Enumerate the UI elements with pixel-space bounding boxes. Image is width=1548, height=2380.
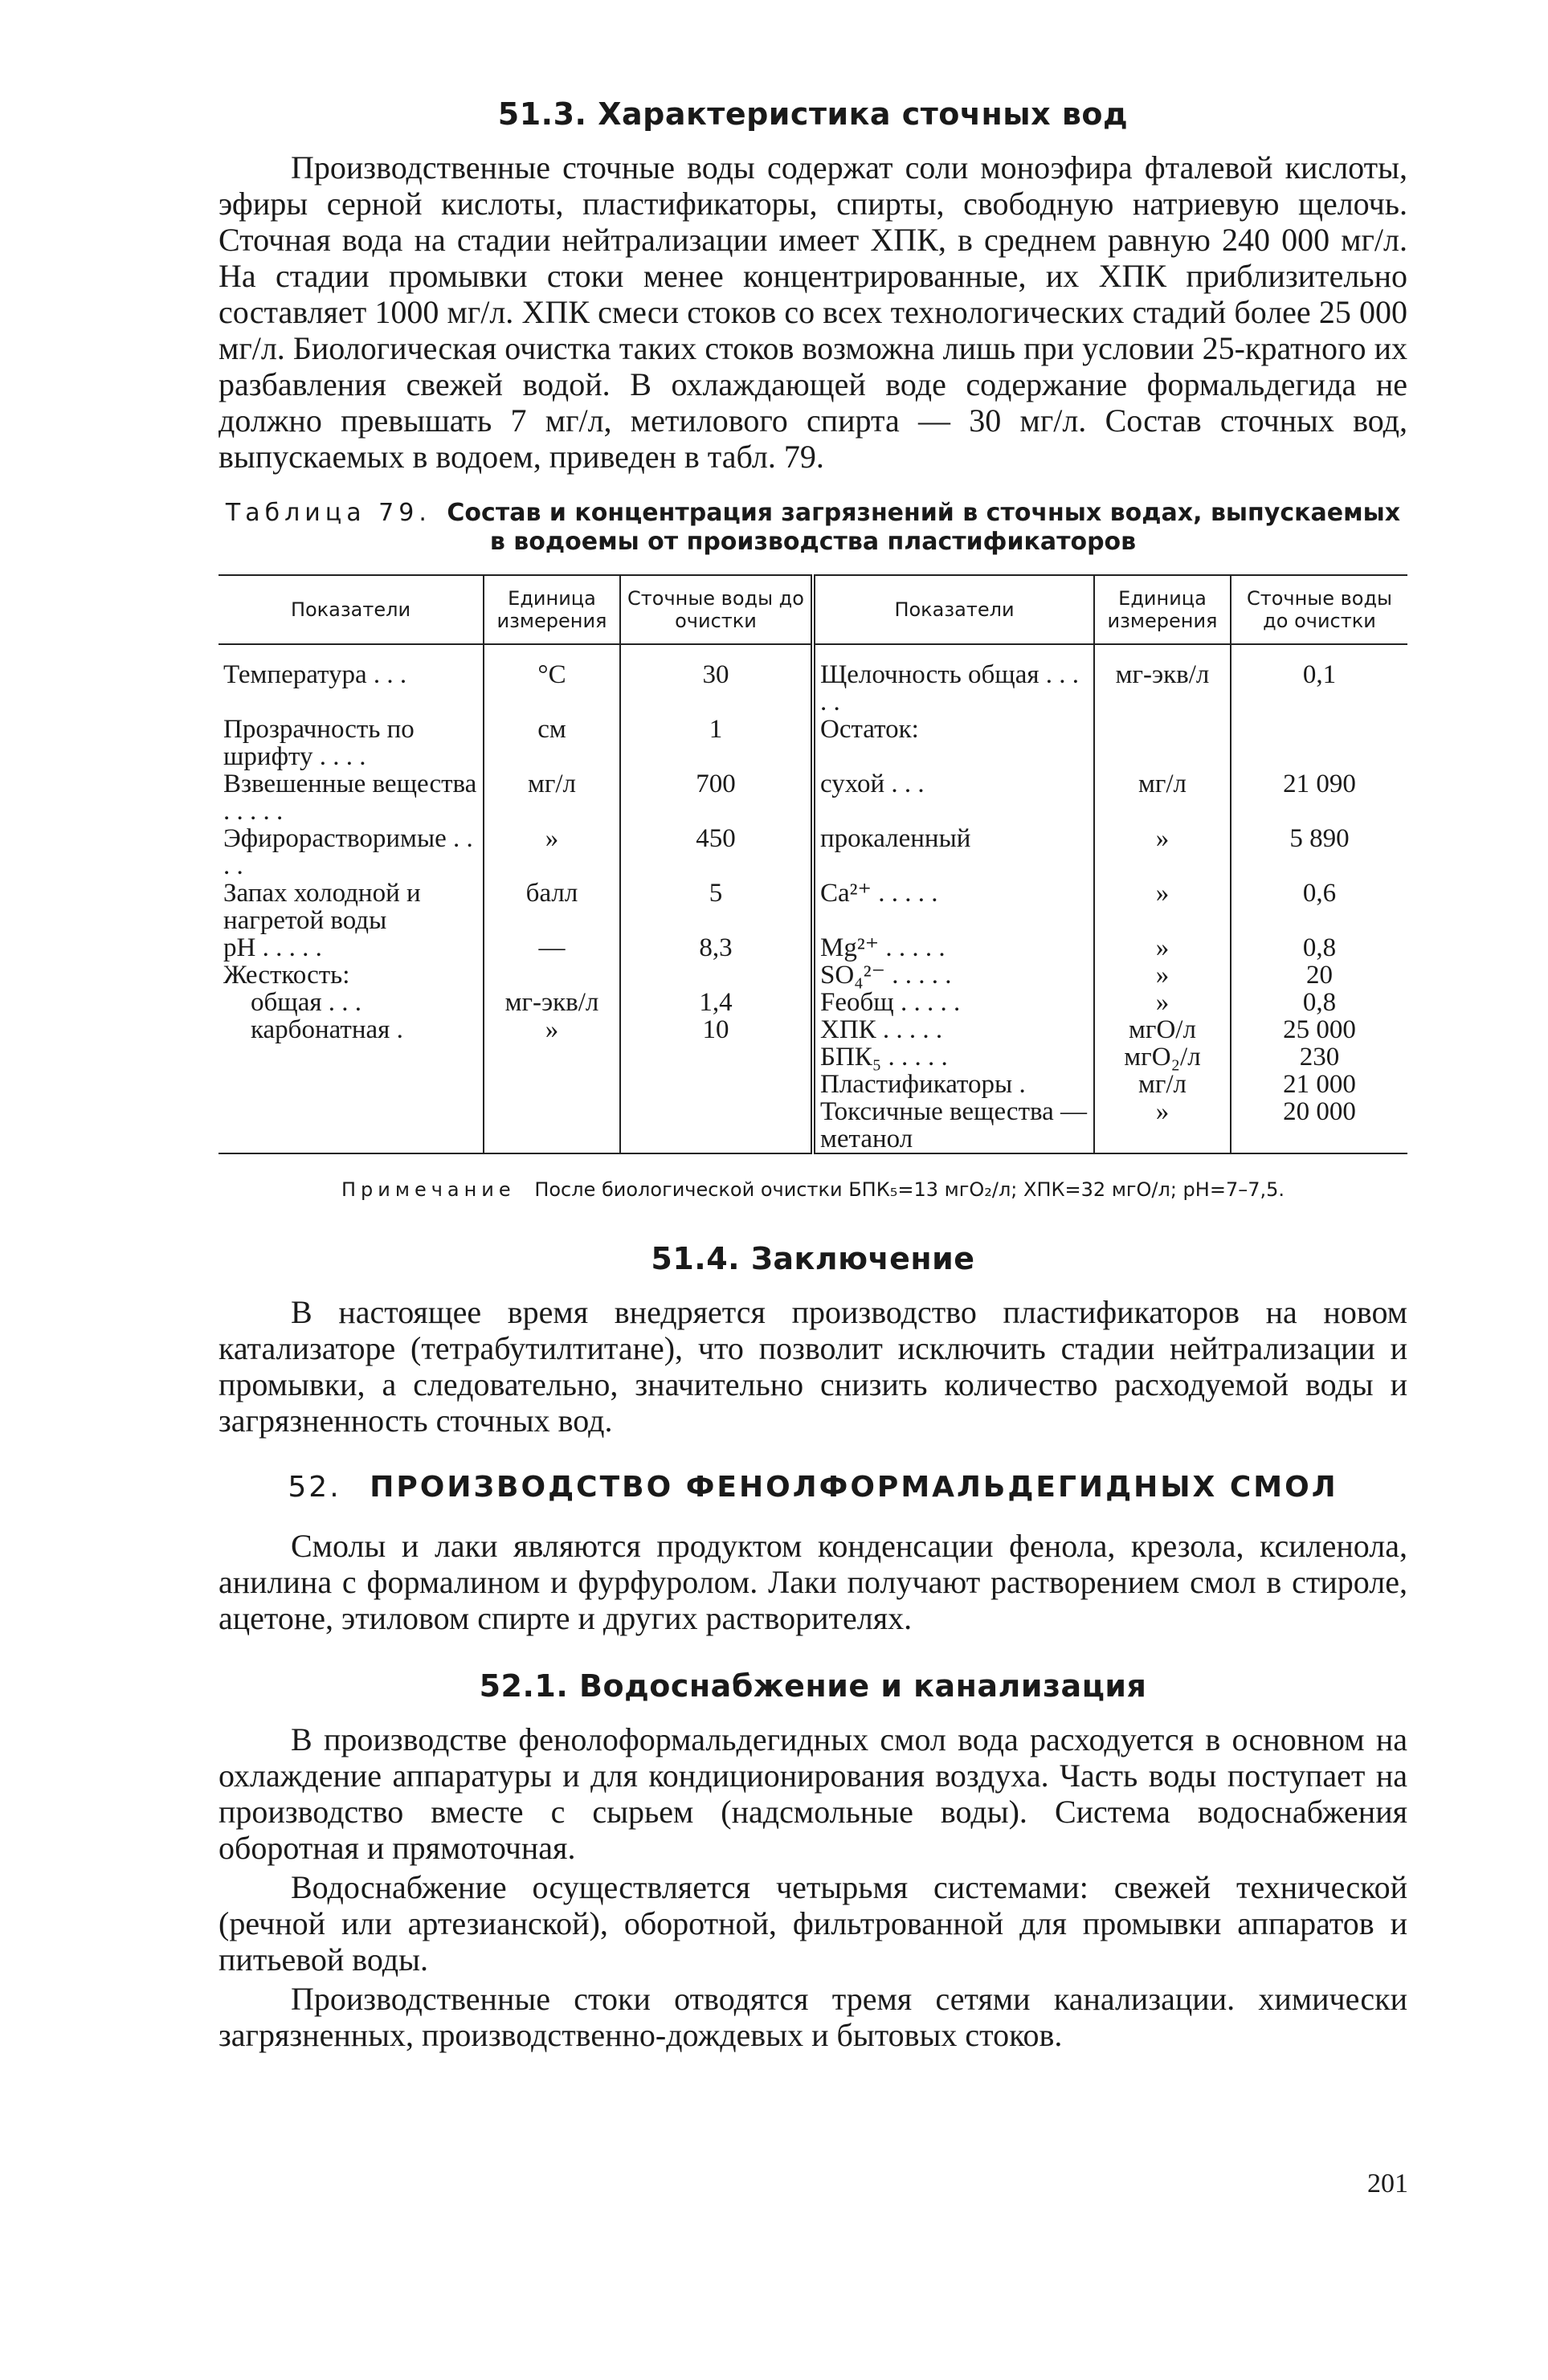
row-indicator: Остаток: xyxy=(813,716,1094,770)
row-indicator: Токсичные вещества — метанол xyxy=(813,1098,1094,1153)
row-indicator: pH . . . . . xyxy=(223,933,322,962)
chapter-number: 52. xyxy=(288,1471,341,1504)
section-heading-52-1: 52.1. Водоснабжение и канализация xyxy=(479,1668,1147,1704)
note-label: Примечание xyxy=(341,1178,516,1201)
row-value: 10 xyxy=(620,1016,813,1043)
table-row xyxy=(219,770,1407,825)
row-unit: мг/л xyxy=(484,770,620,825)
row-value: 20 xyxy=(1231,961,1407,989)
row-unit: мгО₂/л xyxy=(1094,1043,1231,1071)
row-indicator: SO₄²⁻ . . . . . xyxy=(813,961,1094,989)
row-unit: » xyxy=(484,825,620,880)
header-unit-left: Единица измерения xyxy=(484,575,620,644)
row-unit xyxy=(484,961,620,989)
row-indicator: прокаленный xyxy=(813,825,1094,880)
row-unit: мг-экв/л xyxy=(1094,661,1231,716)
row-unit: балл xyxy=(484,880,620,934)
row-value: 230 xyxy=(1231,1043,1407,1071)
row-value: 30 xyxy=(620,661,813,716)
note-text: После биологической очистки БПК₅=13 мгО₂/л; ХПК=32 мгО/л; pH=7–7,5. xyxy=(534,1178,1285,1201)
table-row xyxy=(219,1016,1407,1043)
table-row xyxy=(219,934,1407,961)
row-value: 5 xyxy=(620,880,813,934)
row-indicator: Эфирорастворимые . . . . xyxy=(223,824,473,880)
row-indicator: ХПК . . . . . xyxy=(813,1016,1094,1043)
table-row xyxy=(219,716,1407,770)
row-unit xyxy=(1094,716,1231,770)
row-value: 25 000 xyxy=(1231,1016,1407,1043)
table-79 xyxy=(219,574,1407,1154)
section-heading-51-4: 51.4. Заключение xyxy=(651,1241,975,1276)
row-indicator: Запах холодной и нагретой воды xyxy=(223,879,421,935)
row-value: 0,1 xyxy=(1231,661,1407,716)
row-value: 700 xyxy=(620,770,813,825)
row-indicator: сухой . . . xyxy=(813,770,1094,825)
row-indicator: БПК₅ . . . . . xyxy=(813,1043,1094,1071)
table-row xyxy=(219,1043,1407,1071)
section-51-4-paragraph: В настоящее время внедряется производство пластификаторов на новом катализаторе (тетрабутилтитане), что позволит исключить стадии нейтрализации и промывки, а следовательно, значительно снизить количество расходуемой воды и загрязненность сточных вод. xyxy=(219,1294,1407,1439)
page-number: 201 xyxy=(1367,2169,1408,2198)
section-51-3-paragraph: Производственные сточные воды содержат соли моноэфира фталевой кислоты, эфиры серной кислоты, пластификаторы, спирты, свободную натриевую щелочь. Сточная вода на стадии нейтрализации имеет ХПК, в среднем равную 240 000 мг/л. На стадии промывки стоки менее концентрированные, их ХПК приблизительно составляет 1000 мг/л. ХПК смеси стоков со всех технологических стадий более 25 000 мг/л. Биологическая очистка таких стоков возможна лишь при условии 25-кратного их разбавления свежей водой. В охлаждающей воде содержание формальдегида не должно превышать 7 мг/л, метилового спирта — 30 мг/л. Состав сточных вод, выпускаемых в водоем, приведен в табл. 79. xyxy=(219,149,1407,475)
table-79-title: Состав и концентрация загрязнений в сточных водах, выпускаемых в водоемы от производства пластификаторов xyxy=(447,499,1401,556)
row-value: 5 890 xyxy=(1231,825,1407,880)
row-indicator: Mg²⁺ . . . . . xyxy=(813,934,1094,961)
row-unit: » xyxy=(1094,825,1231,880)
row-indicator: Прозрачность по шрифту . . . . xyxy=(223,715,415,771)
chapter-52-paragraph: Смолы и лаки являются продуктом конденсации фенола, крезола, ксиленола, анилина с формалином и фурфуролом. Лаки получают растворением смол в стироле, ацетоне, этиловом спирте и других растворителях. xyxy=(219,1528,1407,1636)
row-unit: » xyxy=(1094,989,1231,1016)
row-indicator: Температура . . . xyxy=(223,660,407,689)
row-indicator: Ca²⁺ . . . . . xyxy=(813,880,1094,934)
row-unit: » xyxy=(1094,934,1231,961)
row-value: 20 000 xyxy=(1231,1098,1407,1153)
row-unit: мгО/л xyxy=(1094,1016,1231,1043)
row-unit: мг-экв/л xyxy=(484,989,620,1016)
row-indicator: Жесткость: xyxy=(223,961,350,990)
row-unit: мг/л xyxy=(1094,1071,1231,1098)
row-indicator: общая . . . xyxy=(251,988,362,1017)
row-value: 0,8 xyxy=(1231,989,1407,1016)
row-value: 1 xyxy=(620,716,813,770)
row-value: 450 xyxy=(620,825,813,880)
row-value: 1,4 xyxy=(620,989,813,1016)
row-unit: мг/л xyxy=(1094,770,1231,825)
header-indicator-left: Показатели xyxy=(219,575,484,644)
table-79-caption xyxy=(219,499,1407,557)
page-content xyxy=(219,96,1407,2053)
row-unit: » xyxy=(1094,961,1231,989)
section-heading-51-3: 51.3. Характеристика сточных вод xyxy=(497,96,1129,132)
table-row xyxy=(219,1071,1407,1098)
table-row xyxy=(219,880,1407,934)
header-indicator-right: Показатели xyxy=(813,575,1094,644)
table-header-row xyxy=(219,575,1407,644)
row-indicator: Щелочность общая . . . . . xyxy=(813,661,1094,716)
row-value: 0,8 xyxy=(1231,934,1407,961)
section-52-1-paragraph: Водоснабжение осуществляется четырьмя системами: свежей технической (речной или артезианской), оборотной, фильтрованной для промывки аппаратов и питьевой воды. xyxy=(219,1869,1407,1978)
row-unit: » xyxy=(1094,1098,1231,1153)
section-52-1-paragraph: Производственные стоки отводятся тремя сетями канализации. химически загрязненных, производственно-дождевых и бытовых стоков. xyxy=(219,1981,1407,2053)
chapter-heading-52 xyxy=(219,1471,1407,1504)
header-value-right: Сточные воды до очистки xyxy=(1231,575,1407,644)
row-unit: — xyxy=(484,934,620,961)
row-indicator: Взвешенные вещества . . . . . xyxy=(223,770,477,826)
header-value-left: Сточные воды до очистки xyxy=(620,575,813,644)
table-row xyxy=(219,661,1407,716)
table-row xyxy=(219,989,1407,1016)
row-value: 0,6 xyxy=(1231,880,1407,934)
table-note xyxy=(219,1178,1407,1201)
row-indicator: Пластификаторы . xyxy=(813,1071,1094,1098)
section-52-1-paragraph: В производстве фенолоформальдегидных смол вода расходуется в основном на охлаждение аппаратуры и для кондиционирования воздуха. Часть воды поступает на производство вместе с сырьем (надсмольные воды). Система водоснабжения оборотная и прямоточная. xyxy=(219,1721,1407,1866)
row-value: 8,3 xyxy=(620,934,813,961)
header-unit-right: Единица измерения xyxy=(1094,575,1231,644)
row-unit: » xyxy=(1094,880,1231,934)
table-row xyxy=(219,1098,1407,1153)
row-value: 21 000 xyxy=(1231,1071,1407,1098)
row-value: 21 090 xyxy=(1231,770,1407,825)
row-indicator: карбонатная . xyxy=(251,1015,403,1044)
row-unit: » xyxy=(484,1016,620,1043)
table-row xyxy=(219,961,1407,989)
row-unit: °С xyxy=(484,661,620,716)
row-value xyxy=(1231,716,1407,770)
row-unit: см xyxy=(484,716,620,770)
row-indicator: Feобщ . . . . . xyxy=(813,989,1094,1016)
chapter-title: ПРОИЗВОДСТВО ФЕНОЛФОРМАЛЬДЕГИДНЫХ СМОЛ xyxy=(370,1471,1338,1504)
row-value xyxy=(620,961,813,989)
table-row xyxy=(219,825,1407,880)
table-79-label: Таблица 79. xyxy=(225,499,431,527)
